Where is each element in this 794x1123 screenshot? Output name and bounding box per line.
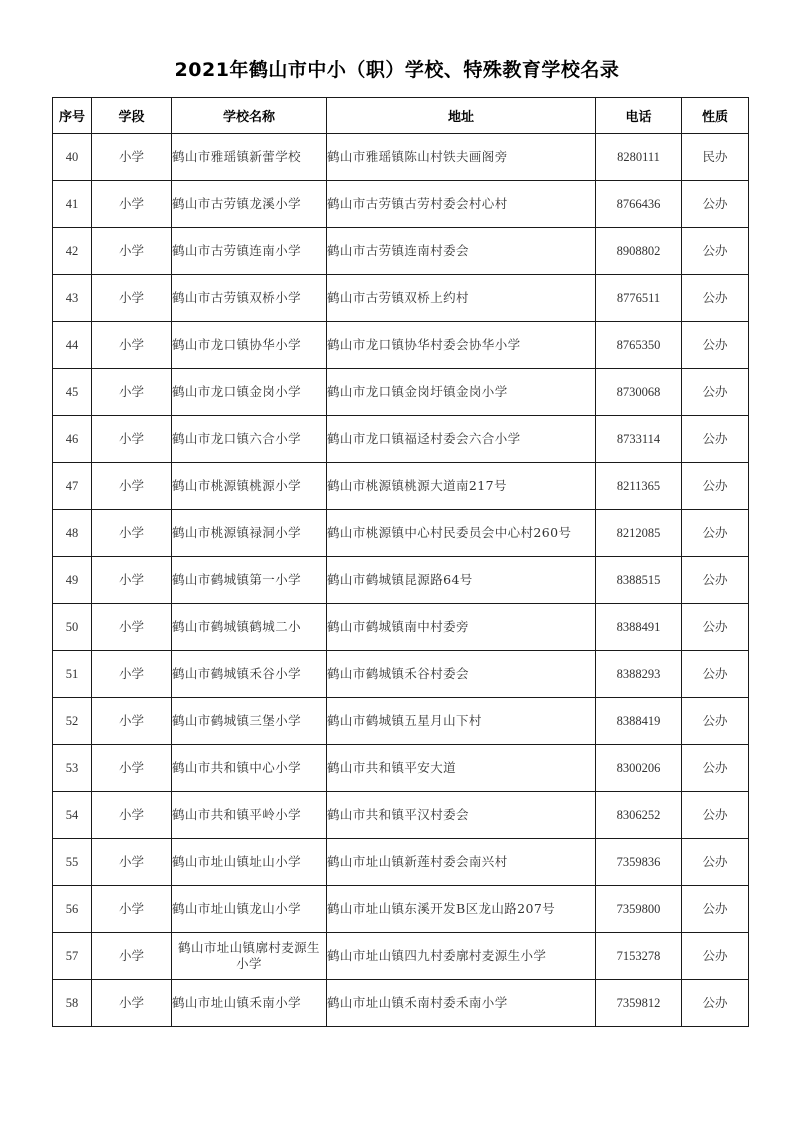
cell-level: 小学 [92, 839, 172, 886]
cell-address: 鹤山市古劳镇双桥上约村 [327, 275, 596, 322]
cell-level: 小学 [92, 181, 172, 228]
cell-address: 鹤山市桃源镇中心村民委员会中心村260号 [327, 510, 596, 557]
cell-school-name: 鹤山市桃源镇桃源小学 [172, 463, 327, 510]
cell-address: 鹤山市鹤城镇南中村委旁 [327, 604, 596, 651]
cell-level: 小学 [92, 228, 172, 275]
cell-index: 46 [53, 416, 92, 463]
cell-index: 55 [53, 839, 92, 886]
cell-phone: 8280111 [596, 134, 682, 181]
cell-address: 鹤山市址山镇四九村委廓村麦源生小学 [327, 933, 596, 980]
table-row [53, 369, 749, 416]
cell-type: 公办 [682, 510, 749, 557]
cell-school-name: 鹤山市鹤城镇鹤城二小 [172, 604, 327, 651]
cell-type: 公办 [682, 745, 749, 792]
cell-address: 鹤山市鹤城镇五星月山下村 [327, 698, 596, 745]
cell-index: 41 [53, 181, 92, 228]
cell-type: 公办 [682, 416, 749, 463]
table-body [53, 134, 749, 1027]
cell-index: 57 [53, 933, 92, 980]
table-row [53, 228, 749, 275]
table-row [53, 463, 749, 510]
cell-level: 小学 [92, 698, 172, 745]
cell-school-name: 鹤山市址山镇龙山小学 [172, 886, 327, 933]
cell-index: 50 [53, 604, 92, 651]
cell-phone: 7359836 [596, 839, 682, 886]
cell-level: 小学 [92, 745, 172, 792]
cell-type: 公办 [682, 839, 749, 886]
cell-index: 58 [53, 980, 92, 1027]
cell-school-name: 鹤山市古劳镇龙溪小学 [172, 181, 327, 228]
cell-level: 小学 [92, 369, 172, 416]
cell-level: 小学 [92, 275, 172, 322]
cell-level: 小学 [92, 557, 172, 604]
cell-address: 鹤山市龙口镇金岗圩镇金岗小学 [327, 369, 596, 416]
cell-index: 51 [53, 651, 92, 698]
table-row [53, 134, 749, 181]
cell-school-name: 鹤山市古劳镇双桥小学 [172, 275, 327, 322]
cell-school-name: 鹤山市址山镇廓村麦源生小学 [172, 933, 327, 980]
cell-type: 公办 [682, 228, 749, 275]
table-row [53, 557, 749, 604]
cell-phone: 8776511 [596, 275, 682, 322]
table-row [53, 275, 749, 322]
cell-phone: 8212085 [596, 510, 682, 557]
cell-address: 鹤山市雅瑶镇陈山村铁夫画阁旁 [327, 134, 596, 181]
table-row [53, 510, 749, 557]
header-address: 地址 [327, 98, 596, 134]
cell-type: 民办 [682, 134, 749, 181]
cell-phone: 8306252 [596, 792, 682, 839]
cell-phone: 8388419 [596, 698, 682, 745]
table-row [53, 886, 749, 933]
school-roster-table [52, 97, 749, 1027]
cell-level: 小学 [92, 322, 172, 369]
cell-phone: 8765350 [596, 322, 682, 369]
cell-address: 鹤山市古劳镇连南村委会 [327, 228, 596, 275]
cell-level: 小学 [92, 980, 172, 1027]
header-type: 性质 [682, 98, 749, 134]
table-row [53, 839, 749, 886]
cell-address: 鹤山市古劳镇古劳村委会村心村 [327, 181, 596, 228]
cell-type: 公办 [682, 933, 749, 980]
table-row [53, 698, 749, 745]
table-header-row [53, 98, 749, 134]
page-title: 2021年鹤山市中小（职）学校、特殊教育学校名录 [174, 59, 620, 81]
cell-school-name: 鹤山市址山镇禾南小学 [172, 980, 327, 1027]
cell-type: 公办 [682, 604, 749, 651]
table-row [53, 181, 749, 228]
cell-index: 48 [53, 510, 92, 557]
cell-type: 公办 [682, 322, 749, 369]
cell-phone: 8211365 [596, 463, 682, 510]
cell-phone: 7359812 [596, 980, 682, 1027]
table-row [53, 933, 749, 980]
cell-school-name: 鹤山市共和镇平岭小学 [172, 792, 327, 839]
cell-level: 小学 [92, 510, 172, 557]
cell-address: 鹤山市鹤城镇昆源路64号 [327, 557, 596, 604]
table-row [53, 980, 749, 1027]
cell-school-name: 鹤山市龙口镇协华小学 [172, 322, 327, 369]
cell-type: 公办 [682, 698, 749, 745]
cell-type: 公办 [682, 980, 749, 1027]
cell-school-name: 鹤山市共和镇中心小学 [172, 745, 327, 792]
cell-phone: 8733114 [596, 416, 682, 463]
cell-index: 56 [53, 886, 92, 933]
cell-index: 47 [53, 463, 92, 510]
cell-address: 鹤山市鹤城镇禾谷村委会 [327, 651, 596, 698]
cell-type: 公办 [682, 181, 749, 228]
cell-level: 小学 [92, 933, 172, 980]
cell-school-name: 鹤山市古劳镇连南小学 [172, 228, 327, 275]
cell-level: 小学 [92, 651, 172, 698]
cell-school-name: 鹤山市鹤城镇第一小学 [172, 557, 327, 604]
cell-school-name: 鹤山市鹤城镇三堡小学 [172, 698, 327, 745]
cell-level: 小学 [92, 604, 172, 651]
cell-level: 小学 [92, 886, 172, 933]
cell-phone: 7153278 [596, 933, 682, 980]
cell-phone: 8730068 [596, 369, 682, 416]
cell-school-name: 鹤山市鹤城镇禾谷小学 [172, 651, 327, 698]
table-row [53, 651, 749, 698]
header-phone: 电话 [596, 98, 682, 134]
cell-type: 公办 [682, 463, 749, 510]
cell-index: 45 [53, 369, 92, 416]
table-row [53, 745, 749, 792]
cell-address: 鹤山市共和镇平汉村委会 [327, 792, 596, 839]
cell-index: 52 [53, 698, 92, 745]
table-row [53, 322, 749, 369]
cell-phone: 8766436 [596, 181, 682, 228]
cell-type: 公办 [682, 886, 749, 933]
cell-address: 鹤山市共和镇平安大道 [327, 745, 596, 792]
cell-school-name: 鹤山市龙口镇六合小学 [172, 416, 327, 463]
cell-address: 鹤山市龙口镇福迳村委会六合小学 [327, 416, 596, 463]
cell-index: 42 [53, 228, 92, 275]
cell-phone: 7359800 [596, 886, 682, 933]
table-row [53, 792, 749, 839]
cell-school-name: 鹤山市址山镇址山小学 [172, 839, 327, 886]
cell-school-name: 鹤山市龙口镇金岗小学 [172, 369, 327, 416]
table-row [53, 416, 749, 463]
cell-level: 小学 [92, 416, 172, 463]
cell-address: 鹤山市桃源镇桃源大道南217号 [327, 463, 596, 510]
cell-address: 鹤山市址山镇禾南村委禾南小学 [327, 980, 596, 1027]
cell-address: 鹤山市龙口镇协华村委会协华小学 [327, 322, 596, 369]
cell-phone: 8908802 [596, 228, 682, 275]
cell-address: 鹤山市址山镇新莲村委会南兴村 [327, 839, 596, 886]
cell-index: 53 [53, 745, 92, 792]
cell-phone: 8388491 [596, 604, 682, 651]
cell-phone: 8300206 [596, 745, 682, 792]
cell-phone: 8388515 [596, 557, 682, 604]
cell-type: 公办 [682, 557, 749, 604]
cell-school-name: 鹤山市雅瑶镇新蕾学校 [172, 134, 327, 181]
cell-level: 小学 [92, 792, 172, 839]
header-level: 学段 [92, 98, 172, 134]
cell-level: 小学 [92, 134, 172, 181]
cell-index: 40 [53, 134, 92, 181]
cell-level: 小学 [92, 463, 172, 510]
cell-index: 43 [53, 275, 92, 322]
cell-index: 54 [53, 792, 92, 839]
cell-phone: 8388293 [596, 651, 682, 698]
cell-type: 公办 [682, 651, 749, 698]
header-index: 序号 [53, 98, 92, 134]
cell-type: 公办 [682, 275, 749, 322]
table-row [53, 604, 749, 651]
cell-index: 44 [53, 322, 92, 369]
cell-type: 公办 [682, 369, 749, 416]
header-school-name: 学校名称 [172, 98, 327, 134]
cell-address: 鹤山市址山镇东溪开发B区龙山路207号 [327, 886, 596, 933]
cell-school-name: 鹤山市桃源镇禄洞小学 [172, 510, 327, 557]
cell-type: 公办 [682, 792, 749, 839]
cell-index: 49 [53, 557, 92, 604]
